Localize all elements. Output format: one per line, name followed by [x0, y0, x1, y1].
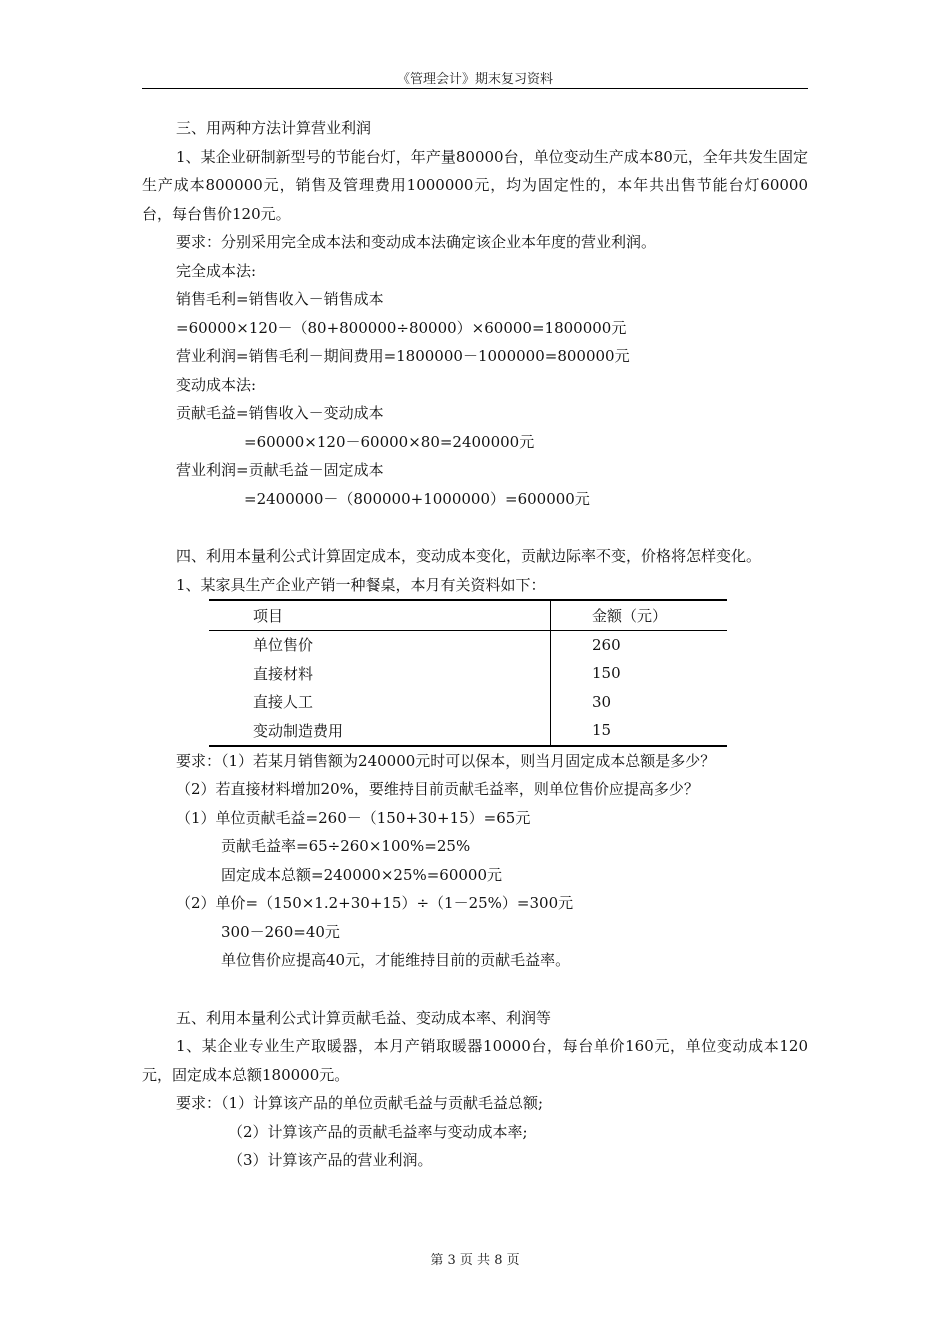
section4-problem: 1、某家具生产企业产销一种餐桌，本月有关资料如下：: [176, 575, 546, 594]
table-row: [209, 716, 727, 746]
section5-problem: 1、某企业专业生产取暖器，本月产销取暖器10000台，每台单价160元，单位变动成本120元，固定成本总额180000元。: [142, 1037, 808, 1084]
page-header: 《管理会计》期末复习资料: [396, 72, 553, 87]
table-cell-amount: 150: [592, 664, 621, 683]
section5-heading: 五、利用本量利公式计算贡献毛益、变动成本率、利润等: [176, 1008, 552, 1027]
full-cost-line: =60000×120－（80+800000÷80000）×60000=1800000元: [176, 318, 627, 337]
answer1-line: 贡献毛益率=65÷260×100%=25%: [221, 837, 471, 855]
page-content: [142, 114, 808, 1175]
table-header-amount: 金额（元）: [551, 600, 728, 630]
table-cell-item: 单位售价: [209, 630, 551, 659]
section5-req1: 要求：（1）计算该产品的单位贡献毛益与贡献毛益总额;: [176, 1094, 544, 1112]
answer1-line: （1）单位贡献毛益=260－（150+30+15）=65元: [176, 808, 531, 827]
table-cell-amount: 260: [592, 635, 621, 654]
section4-req1: 要求：（1）若某月销售额为240000元时可以保本，则当月固定成本总额是多少？: [176, 751, 716, 770]
variable-cost-line: =60000×120－60000×80=2400000元: [244, 432, 535, 451]
answer2-line: （2）单价=（150×1.2+30+15）÷（1－25%）=300元: [176, 894, 574, 912]
table-row: [209, 688, 727, 717]
full-cost-line: 营业利润=销售毛利－期间费用=1800000－1000000=800000元: [176, 347, 630, 365]
table-header-item: 项目: [209, 600, 551, 630]
variable-cost-title: 变动成本法:: [176, 375, 257, 394]
table-cell-amount: 30: [592, 692, 612, 711]
section3-requirement: 要求：分别采用完全成本法和变动成本法确定该企业本年度的营业利润。: [176, 233, 657, 251]
section3-problem: 1、某企业研制新型号的节能台灯，年产量80000台，单位变动生产成本80元，全年共发生固定生产成本800000元，销售及管理费用1000000元，均为固定性的，本年共出售节能台灯60000台，每台售价120元。: [142, 147, 808, 223]
section4-heading: 四、利用本量利公式计算固定成本，变动成本变化，贡献边际率不变，价格将怎样变化。: [176, 547, 762, 565]
table-row: [209, 659, 727, 688]
table-cell-item: 变动制造费用: [209, 716, 551, 746]
table-cell-item: 直接材料: [209, 659, 551, 688]
section5-req3: （3）计算该产品的营业利润。: [228, 1151, 433, 1169]
answer2-line: 300－260=40元: [221, 922, 340, 941]
variable-cost-line: =2400000－（800000+1000000）=600000元: [244, 489, 590, 508]
table-header-row: [209, 600, 727, 630]
full-cost-line: 销售毛利=销售收入－销售成本: [176, 290, 384, 308]
table-cell-item: 直接人工: [209, 688, 551, 717]
page-footer: 第 3 页 共 8 页: [430, 1253, 520, 1268]
answer2-line: 单位售价应提高40元，才能维持目前的贡献毛益率。: [221, 951, 571, 969]
full-cost-title: 完全成本法:: [176, 261, 257, 280]
cost-table: [209, 599, 727, 747]
table-cell-amount: 15: [592, 721, 612, 740]
answer1-line: 固定成本总额=240000×25%=60000元: [221, 865, 503, 884]
header-rule: [142, 88, 808, 89]
variable-cost-line: 营业利润=贡献毛益－固定成本: [176, 461, 384, 479]
table-row: [209, 630, 727, 659]
section3-heading: 三、用两种方法计算营业利润: [176, 119, 372, 137]
section4-req2: （2）若直接材料增加20%，要维持目前贡献毛益率，则单位售价应提高多少？: [176, 780, 699, 798]
variable-cost-line: 贡献毛益=销售收入－变动成本: [176, 404, 384, 422]
section5-req2: （2）计算该产品的贡献毛益率与变动成本率;: [228, 1122, 528, 1141]
